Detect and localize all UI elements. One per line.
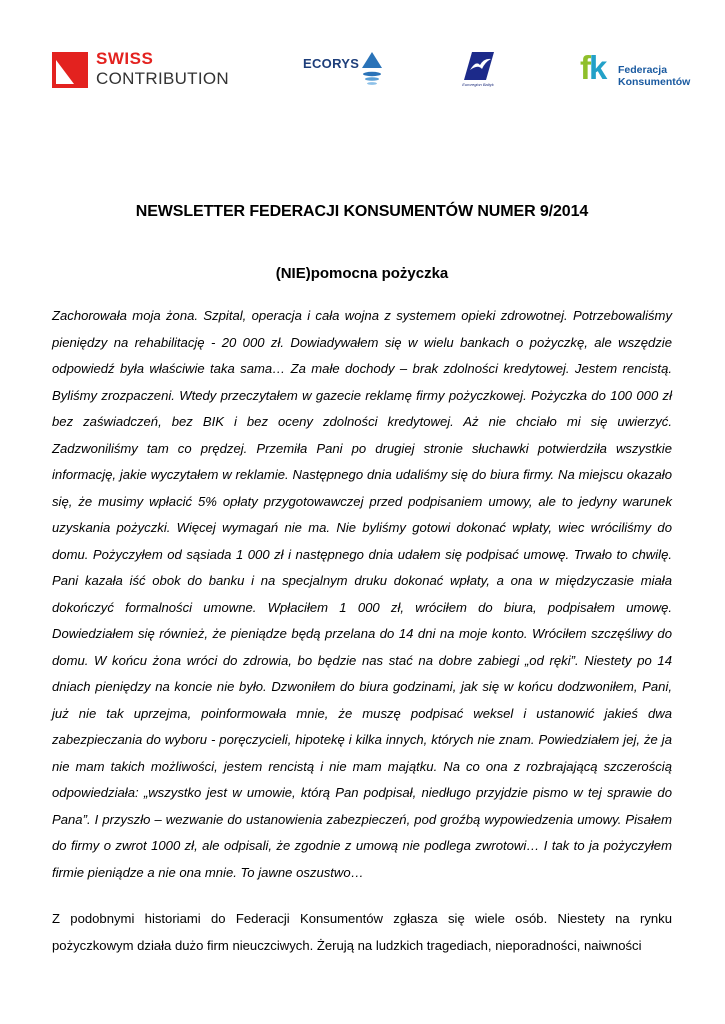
- fk-mark-f: f: [580, 49, 589, 86]
- fk-mark-k: k: [589, 49, 606, 86]
- ecorys-logo: [300, 50, 386, 90]
- fk-logo-line1: Federacja: [618, 64, 668, 76]
- federacja-konsumentow-logo: [580, 49, 691, 90]
- ecorys-pyramid-icon: [360, 50, 384, 90]
- article-subtitle: (NIE)pomocna pożyczka: [275, 265, 449, 282]
- ecorys-logo-text: ECORYS: [303, 56, 360, 71]
- swiss-flag-icon: [52, 52, 88, 88]
- seagull-icon: [458, 50, 498, 82]
- fk-mark-icon: [580, 50, 605, 86]
- swiss-logo-line2: CONTRIBUTION: [96, 69, 229, 88]
- euroregion-baltyk-logo: [458, 50, 498, 88]
- newsletter-title: NEWSLETTER FEDERACJI KONSUMENTÓW NUMER 9/2014: [135, 203, 589, 220]
- logo-bar: [0, 0, 725, 110]
- fk-logo-line2: Konsumentów: [618, 76, 691, 88]
- story-paragraph: Zachorowała moja żona. Szpital, operacja i cała wojna z systemem opieki zdrowotnej. Potrzebowaliśmy pieniędzy na rehabilitację - 20 000 zł. Dowiadywałem się w wielu bankach o pożyczkę, ale wszędzie odpowiedź była właściwie taka sama… Za małe dochody – brak zdolności kredytowej. Jestem rencistą. Byliśmy zrozpaczeni. Wtedy przeczytałem w gazecie reklamę firmy pożyczkowej. Pożyczka do 100 000 zł bez zaświadczeń, bez BIK i bez oceny zdolności kredytowej. Aż nie chciało mi się uwierzyć. Zadzwoniliśmy tam co prędzej. Przemiła Pani po drugiej stronie słuchawki potwierdziła wszystkie informację, jakie wyczytałem w reklamie. Następnego dnia udaliśmy się do biura firmy. Na miejscu okazało się, że musimy wpłacić 5% opłaty przygotowawczej przed podpisaniem umowy, ale to jedyny warunek uzyskania pożyczki. Więcej wymagań nie ma. Nie byliśmy gotowi dokonać wpłaty, wiec wróciliśmy do domu. Pożyczyłem od sąsiada 1 000 zł i następnego dnia udałem się podpisać umowę. Trwało to chwilę. Pani kazała iść obok do banku i na specjalnym druku dokonać wpłaty, a ona w międzyczasie miała dokończyć formalności umowne. Wpłaciłem 1 000 zł, wróciłem do biura, podpisałem umowę. Dowiedziałem się również, że pieniądze będą przelana do 14 dni na moje konto. Wróciłem szczęśliwy do domu. W końcu żona wróci do zdrowia, bo będzie nas stać na dobre zabiegi „od ręki”. Niestety po 14 dniach pieniędzy na koncie nie było. Dzwoniłem do biura godzinami, jak się w końcu dodzwoniłem, Pani, już nie tak uprzejma, poinformowała mnie, że muszę podpisać weksel i ustanowić jakieś dwa zabezpieczania do wyboru - poręczycieli, hipotekę i kilka innych, których nie znam. Powiedziałem jej, że ja nie mam takich możliwości, jestem rencistą i nie mam majątku. Na co ona z rozbrajającą szczerością odpowiedziała: „wszystko jest w umowie, którą Pan podpisał, niedługo przyjdzie pismo w tej sprawie do Pana”. I przyszło – wezwanie do ustanowienia zabezpieczeń, pod groźbą wypowiedzenia umowy. Pisałem do firmy o zwrot 1000 zł, ale odpisali, że zgodnie z umową nie podlega zwrotowi… I tak to ja pożyczyłem firmie pieniądze a nie ona mnie. To jawne oszustwo…: [52, 308, 672, 880]
- euroregion-caption: Euroregion Baltyk: [462, 82, 494, 87]
- fk-logo-name: [618, 64, 690, 88]
- swiss-logo-line1: SWISS: [96, 49, 154, 68]
- body-paragraph: Z podobnymi historiami do Federacji Konsumentów zgłasza się wiele osób. Niestety na rynku pożyczkowym działa dużo firm nieuczciwych. Żerują na ludzkich tragediach, nieporadności, naiwności: [52, 911, 672, 953]
